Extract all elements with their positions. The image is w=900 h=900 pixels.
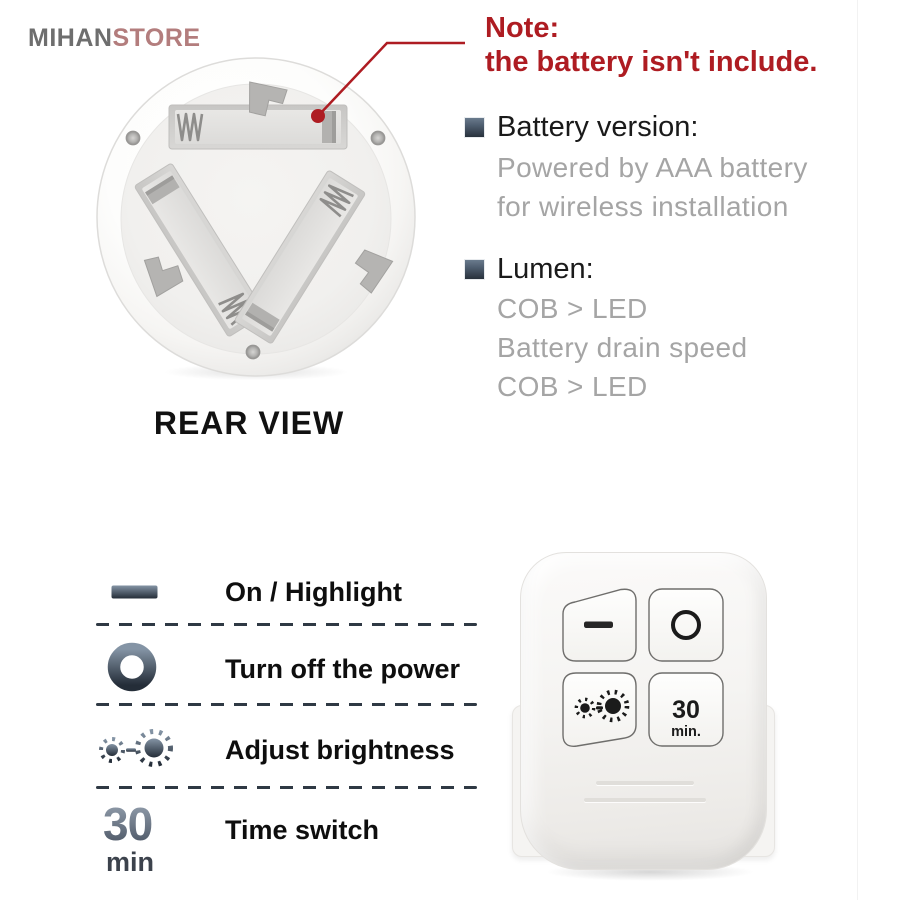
timer-button-unit: min. (671, 724, 701, 740)
remote-button-panel (559, 587, 725, 749)
timer-30min-icon (101, 796, 181, 880)
timer-icon-value: 30 (103, 798, 153, 850)
remote-indent-line (584, 798, 706, 802)
spec-lumen-line: COB > LED (497, 293, 648, 324)
red-dot-leader-line (300, 30, 480, 130)
remote-body (520, 552, 767, 870)
spec-battery-line: for wireless installation (497, 191, 789, 222)
timer-icon-unit: min (106, 847, 155, 877)
brand-name-primary: MIHAN (28, 24, 113, 52)
minus-icon (584, 622, 613, 629)
spec-lumen-title: Lumen: (497, 253, 594, 285)
legend-label-brightness: Adjust brightness (225, 735, 455, 765)
power-off-button (649, 589, 723, 661)
leader-dot (311, 109, 325, 123)
legend-label-on: On / Highlight (225, 577, 402, 607)
note (485, 11, 817, 79)
rear-view-caption: REAR VIEW (153, 405, 345, 441)
legend-label-power-off: Turn off the power (225, 654, 460, 684)
slate-square-bullet (465, 260, 484, 279)
note-title: Note: (485, 12, 560, 44)
image-edge-line (857, 0, 858, 900)
legend-label-time-switch: Time switch (225, 815, 380, 845)
spec-battery-line: Powered by AAA battery (497, 152, 808, 183)
dashed-separator (96, 623, 477, 626)
spec-battery-title: Battery version: (497, 111, 699, 143)
note-text: the battery isn't include. (485, 46, 818, 78)
slate-square-bullet (465, 118, 484, 137)
timer-button-value: 30 (672, 696, 700, 724)
remote-control (505, 545, 795, 890)
remote-indent-line (596, 781, 694, 785)
brand-name-secondary: STORE (112, 24, 201, 52)
on-dash-icon (110, 583, 160, 601)
brand-logo (28, 24, 201, 53)
brightness-suns-icon (86, 720, 196, 780)
dashed-separator (96, 703, 477, 706)
power-off-ring-icon (107, 642, 157, 692)
spec-lumen-line: COB > LED (497, 371, 648, 402)
dashed-separator (96, 786, 477, 789)
spec-lumen-line: Battery drain speed (497, 332, 748, 363)
